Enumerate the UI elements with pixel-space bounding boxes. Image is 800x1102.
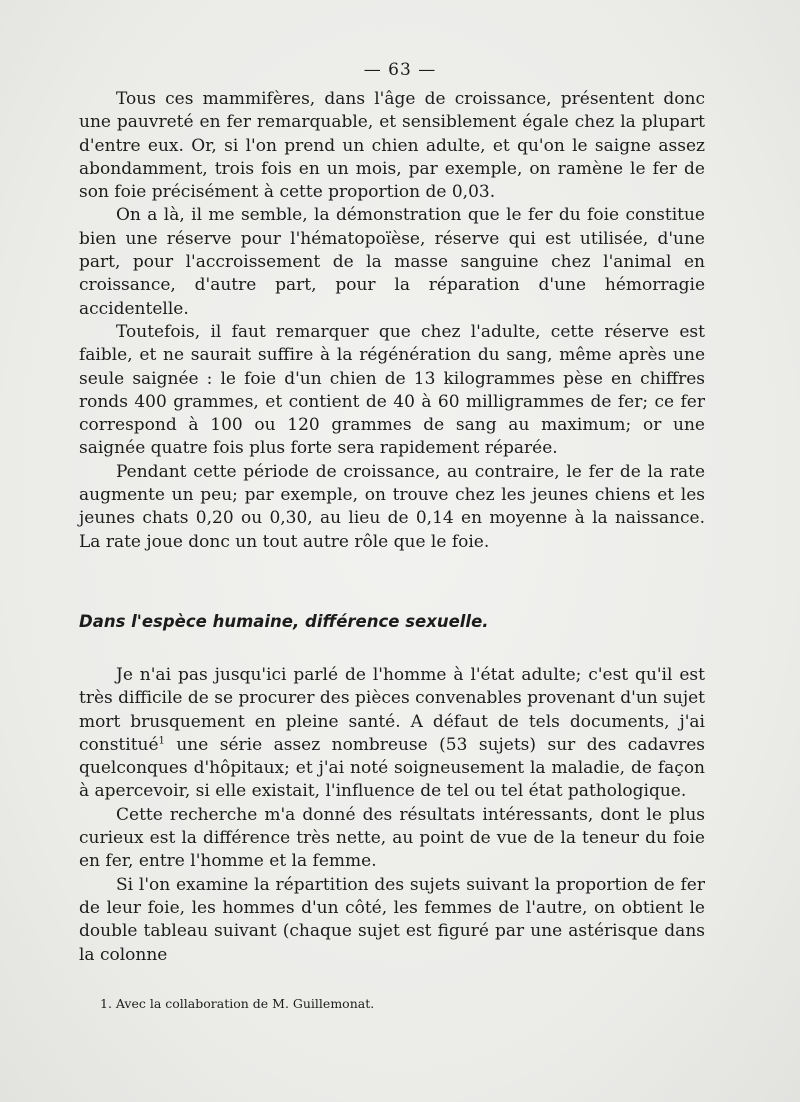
body-text-section-1 xyxy=(79,88,705,554)
footnote: 1. Avec la collaboration de M. Guillemonat. xyxy=(100,996,375,1011)
paragraph: On a là, il me semble, la démonstration que le fer du foie constitue bien une réserve pour l'hématopoïèse, réserve qui est utilisée, d'une part, pour l'accroissement de la masse sanguine chez l'animal en croissance, d'autre part, pour la réparation d'une hémorragie accidentelle. xyxy=(79,205,705,319)
paragraph: Cette recherche m'a donné des résultats intéressants, dont le plus curieux est la différence très nette, au point de vue de la teneur du foie en fer, entre l'homme et la femme. xyxy=(79,804,705,872)
section-heading: Dans l'espèce humaine, différence sexuelle. xyxy=(79,612,489,631)
body-text-section-2 xyxy=(79,664,705,967)
paragraph xyxy=(79,664,705,804)
paragraph: Tous ces mammifères, dans l'âge de croissance, présentent donc une pauvreté en fer remarquable, et sensiblement égale chez la plupart d'entre eux. Or, si l'on prend un chien adulte, et qu'on le saigne assez abondamment, trois fois en un mois, par exemple, on ramène le fer de son foie précisément à cette proportion de 0,03. xyxy=(79,89,705,203)
paragraph: Pendant cette période de croissance, au contraire, le fer de la rate augmente un peu; par exemple, on trouve chez les jeunes chiens et les jeunes chats 0,20 ou 0,30, au lieu de 0,14 en moyenne à la naissance. La rate joue donc un tout autre rôle que le foie. xyxy=(79,461,705,552)
paragraph-text: une série assez nombreuse (53 sujets) sur des cadavres quelconques d'hôpitaux; et j'ai noté soigneusement la maladie, de façon à apercevoir, si elle existait, l'influence de tel ou tel état pathologique. xyxy=(79,734,705,802)
paragraph: Toutefois, il faut remarquer que chez l'adulte, cette réserve est faible, et ne saurait suffire à la régénération du sang, même après une seule saignée : le foie d'un chien de 13 kilogrammes pèse en chiffres ronds 400 grammes, et contient de 40 à 60 milligrammes de fer; ce fer correspond à 100 ou 120 grammes de sang au maximum; or une saignée quatre fois plus forte sera rapidement réparée. xyxy=(79,321,705,459)
paragraph-text: Je n'ai pas jusqu'ici parlé de l'homme à l'état adulte; c'est qu'il est très difficile de se procurer des pièces convenables provenant d'un sujet mort brusquement en pleine santé. A défaut de tels documents, j'ai constitué xyxy=(79,665,705,755)
footnote-marker: 1 xyxy=(158,735,165,747)
page-number: — 63 — xyxy=(363,60,437,80)
paragraph: Si l'on examine la répartition des sujets suivant la proportion de fer de leur foie, les hommes d'un côté, les femmes de l'autre, on obtient le double tableau suivant (chaque sujet est figuré par une astérisque dans la colonne xyxy=(79,874,705,965)
